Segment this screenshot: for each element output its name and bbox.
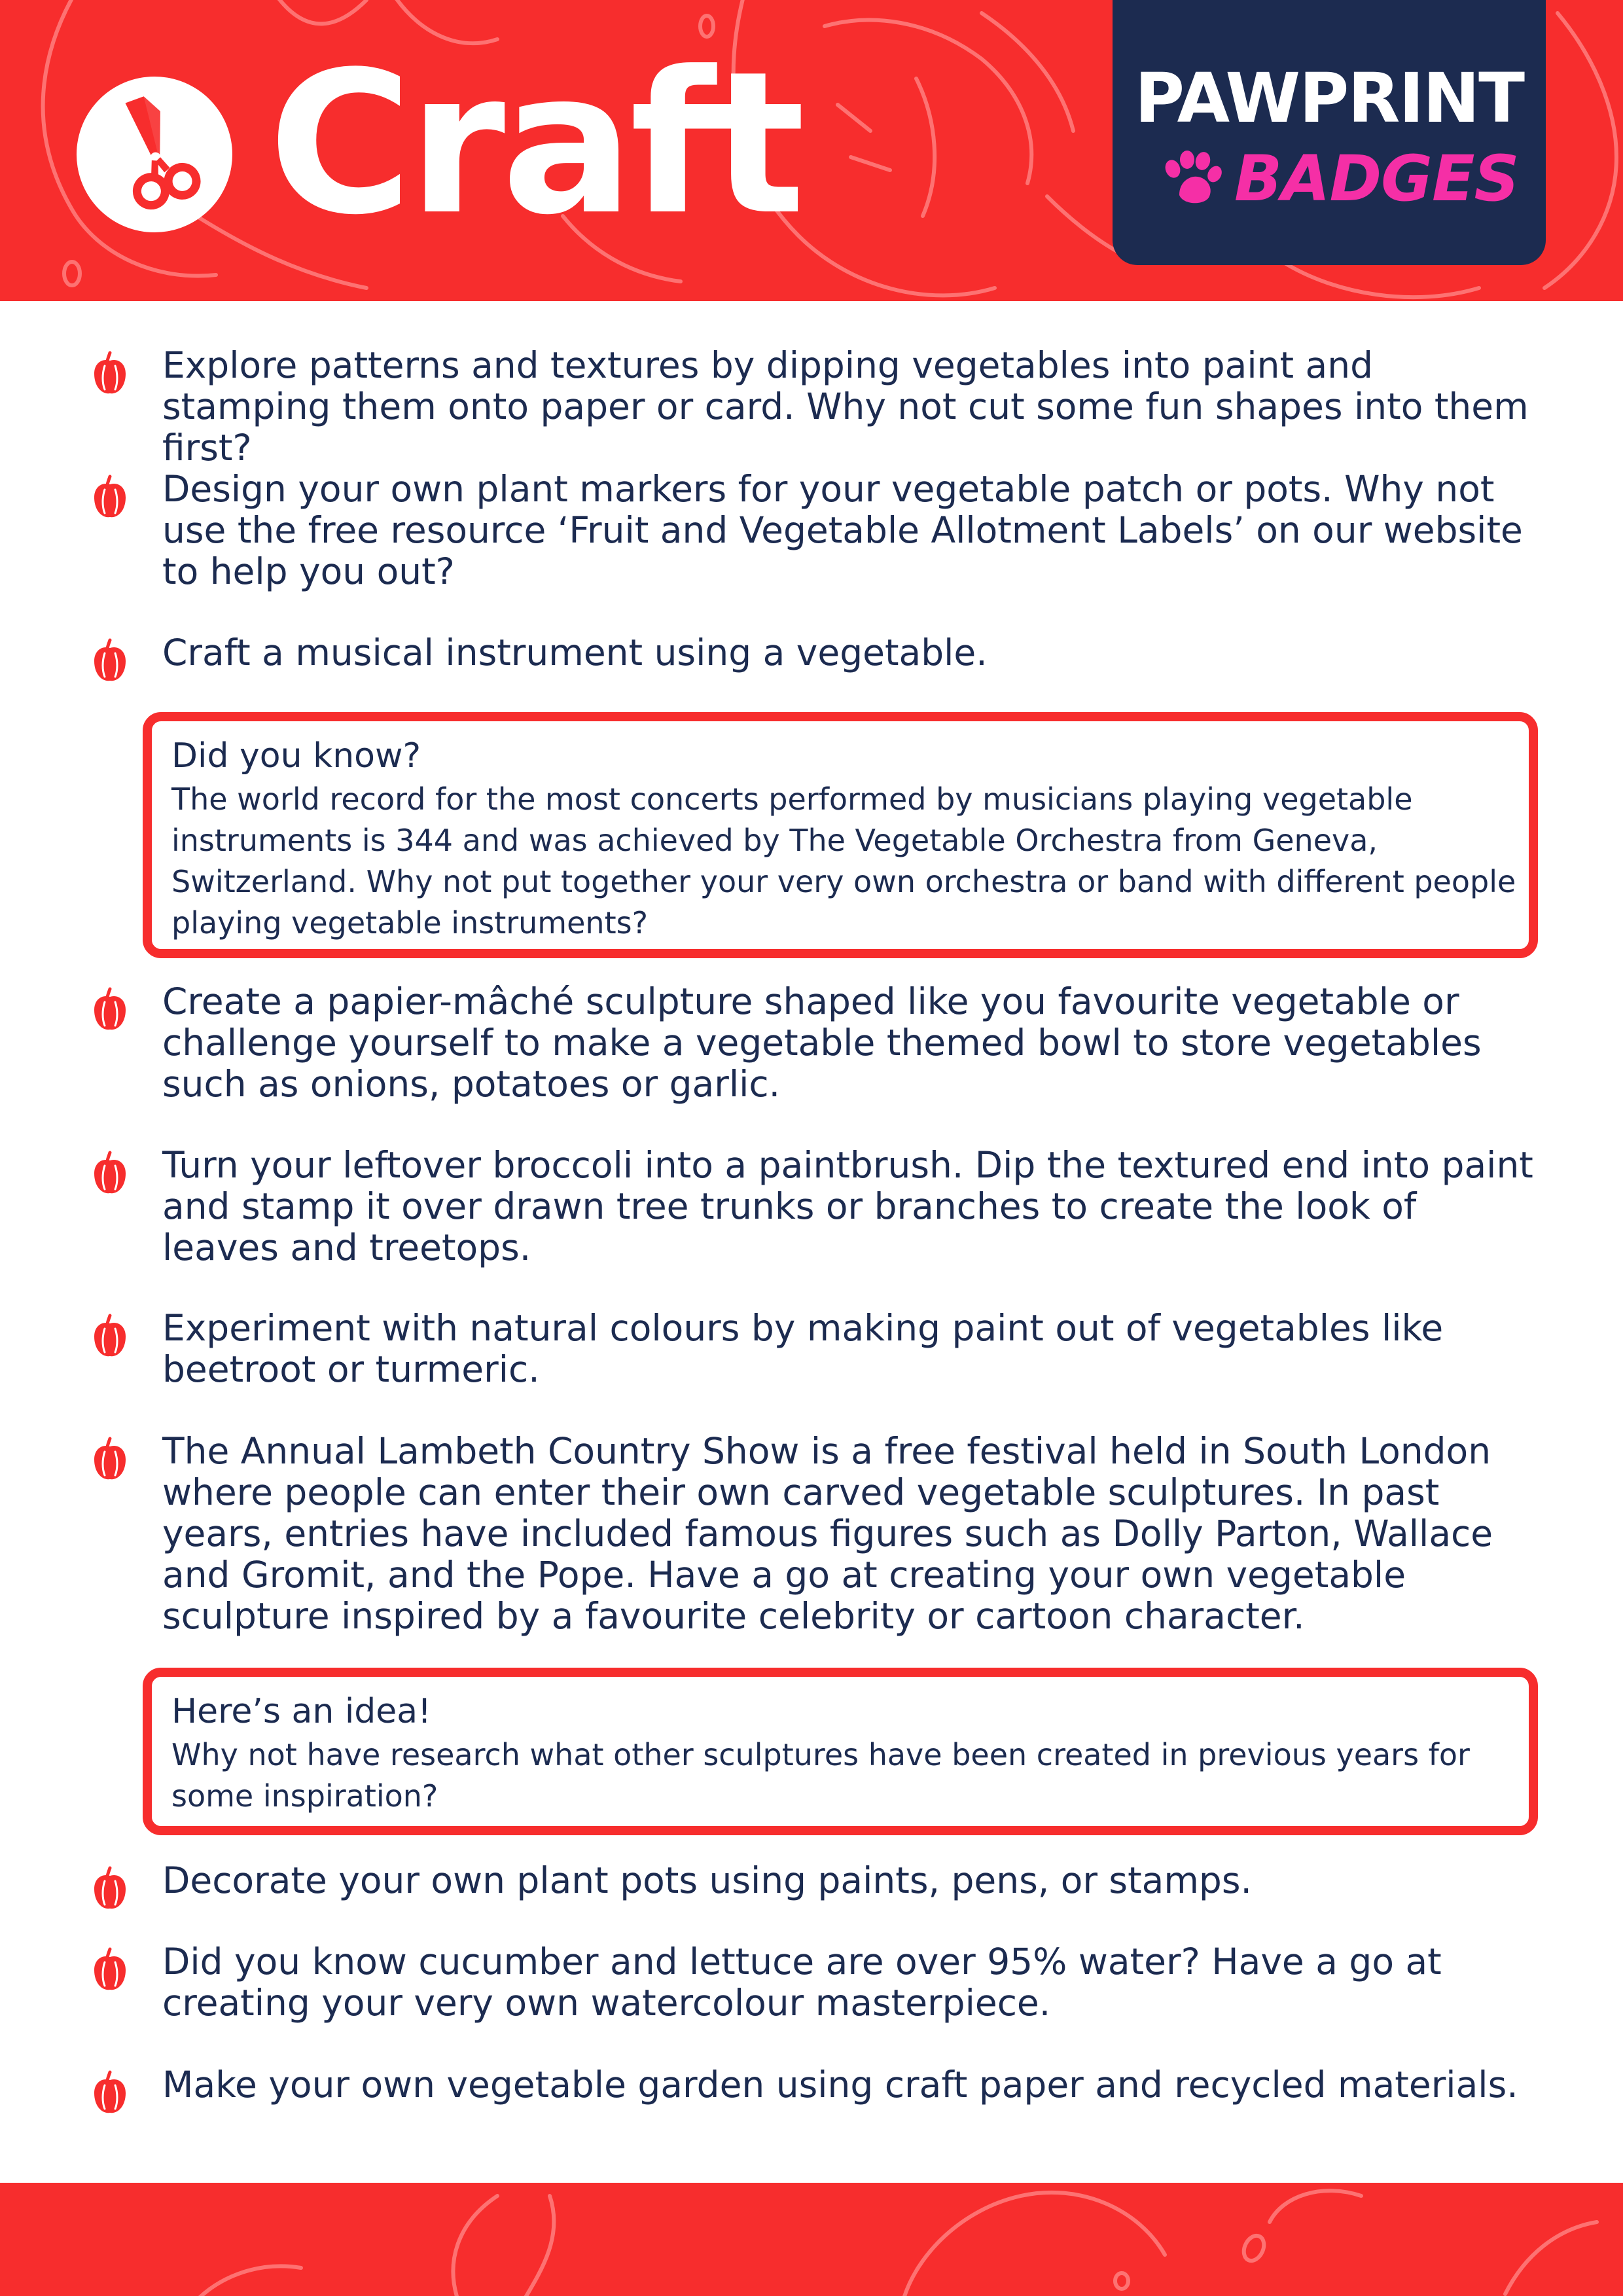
list-item-text: Craft a musical instrument using a vegetable. bbox=[162, 632, 988, 673]
list-item-text: Did you know cucumber and lettuce are over 95% water? Have a go at creating your very own watercolour masterpiece. bbox=[162, 1941, 1442, 2024]
pepper-icon bbox=[92, 637, 128, 683]
pawprint-badges-logo bbox=[1113, 0, 1546, 265]
callout-title: Here’s an idea! bbox=[171, 1692, 431, 1731]
pepper-icon bbox=[92, 1313, 128, 1359]
scissors-icon bbox=[77, 77, 232, 232]
callout-title: Did you know? bbox=[171, 736, 421, 776]
list-item-text: The Annual Lambeth Country Show is a free festival held in South London where people can enter their own carved vegetable sculptures. In past years, entries have included famous figures such as Dolly Parton, Wallace and Gromit, and the Pope. Have a go at creating your own vegetable sculpture inspired by a favourite celebrity or cartoon character. bbox=[162, 1430, 1493, 1637]
pepper-icon bbox=[92, 474, 128, 520]
brand-name-top: PAWPRINT bbox=[1134, 58, 1524, 138]
vegetable-doodle-footer bbox=[0, 2183, 1623, 2296]
list-item-text: Make your own vegetable garden using craft paper and recycled materials. bbox=[162, 2064, 1518, 2106]
idea-callout bbox=[143, 1668, 1538, 1835]
scissors-icon-badge bbox=[77, 77, 232, 232]
list-item-text: Explore patterns and textures by dipping vegetables into paint and stamping them onto paper or card. Why not cut some fun shapes into them first? bbox=[162, 344, 1529, 469]
footer-banner bbox=[0, 2183, 1623, 2296]
page-title: Craft bbox=[268, 29, 802, 258]
paw-icon bbox=[1160, 149, 1225, 208]
callout-body: Why not have research what other sculptures have been created in previous years for some inspiration? bbox=[171, 1737, 1470, 1814]
pepper-icon bbox=[92, 1946, 128, 1992]
brand-name-bottom-row bbox=[1160, 143, 1519, 215]
pepper-icon bbox=[92, 2070, 128, 2115]
callout-body: The world record for the most concerts performed by musicians playing vegetable instruments is 344 and was achieved by The Vegetable Orchestra from Geneva, Switzerland. Why not put together your very own orchestra or band with different people playing vegetable instruments? bbox=[171, 781, 1516, 941]
did-you-know-callout bbox=[143, 712, 1538, 958]
pepper-icon bbox=[92, 1150, 128, 1196]
pepper-icon bbox=[92, 1436, 128, 1482]
list-item-text: Turn your leftover broccoli into a paintbrush. Dip the textured end into paint and stamp it over drawn tree trunks or branches to create the look of leaves and treetops. bbox=[162, 1144, 1533, 1268]
list-item-text: Experiment with natural colours by making paint out of vegetables like beetroot or turmeric. bbox=[162, 1307, 1444, 1390]
header-banner bbox=[0, 0, 1623, 301]
pepper-icon bbox=[92, 1865, 128, 1911]
pepper-icon bbox=[92, 350, 128, 396]
list-item-text: Design your own plant markers for your vegetable patch or pots. Why not use the free resource ‘Fruit and Vegetable Allotment Labels’ on our website to help you out? bbox=[162, 468, 1523, 592]
pepper-icon bbox=[92, 986, 128, 1032]
list-item-text: Create a papier-mâché sculpture shaped like you favourite vegetable or challenge yourself to make a vegetable themed bowl to store vegetables such as onions, potatoes or garlic. bbox=[162, 980, 1482, 1105]
list-item-text: Decorate your own plant pots using paints, pens, or stamps. bbox=[162, 1859, 1252, 1901]
brand-name-badges: BADGES bbox=[1234, 142, 1519, 215]
